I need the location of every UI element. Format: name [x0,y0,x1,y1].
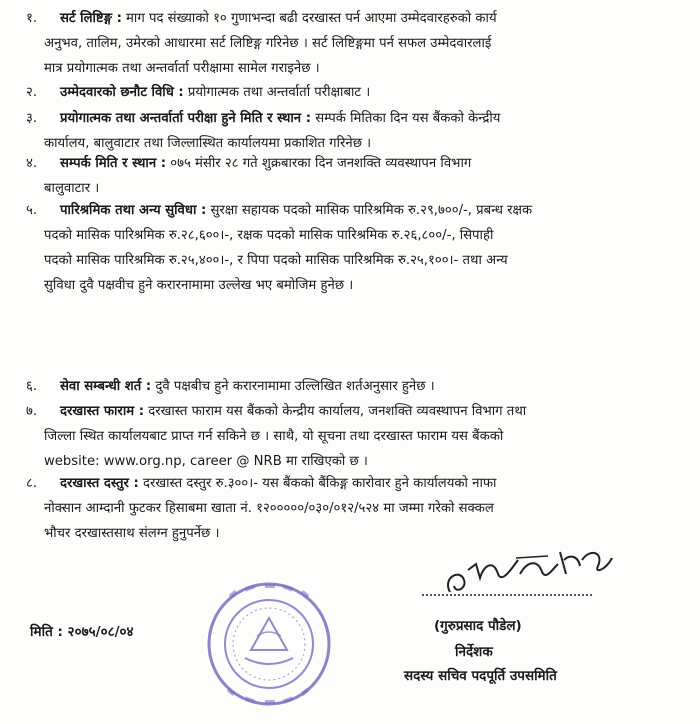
notice-item-7 [14,399,686,474]
item-number: ६. [26,379,38,394]
item-text-line: मात्र प्रयोगात्मक तथा अन्तर्वार्ता परीक्षामा सामेल गराइनेछ । [44,61,320,76]
item-text-line: पदको मासिक पारिश्रमिक रु.२५,४००।-, र पिपा पदको मासिक पारिश्रमिक रु.२५,१००।- तथा अन्य [44,253,508,268]
item-text-line: सुविधा दुवै पक्षवीच हुने करारनामामा उल्लेख भए बमोजिम हुनेछ । [44,278,354,293]
item-heading: पारिश्रमिक तथा अन्य सुविधा : [60,203,207,218]
item-heading: प्रयोगात्मक तथा अन्तर्वार्ता परीक्षा हुने मिति र स्थान : [60,111,311,126]
signatory-title: निर्देशक [455,644,493,660]
item-text-line: कार्यालय, बालुवाटार तथा जिल्लास्थित कार्यालयमा प्रकाशित गरिनेछ । [44,136,372,151]
item-number: ४. [26,156,38,171]
handwritten-signature [420,530,680,610]
item-text-line: जिल्ला स्थित कार्यालयबाट प्राप्त गर्न सकिने छ । साथै, यो सूचना तथा दरखास्त फाराम यस बैंकको [44,429,504,444]
item-text-line: माग पद संख्याको १० गुणाभन्दा बढी दरखास्त पर्न आएमा उम्मेदवारहरुको कार्य [126,11,497,26]
signature-dotted-line [422,594,592,596]
item-heading: सम्पर्क मिति र स्थान : [60,156,167,171]
official-seal-stamp [205,580,333,708]
item-number: २. [26,85,38,100]
item-heading: दरखास्त फाराम : [60,404,144,419]
item-number: १. [26,11,38,26]
item-heading: उम्मेदवारको छनौट विधि : [60,85,184,100]
notice-item-4 [14,151,686,201]
item-number: ७. [26,404,38,419]
notice-item-5 [14,198,686,298]
item-heading: सर्ट लिष्टिङ्ग : [60,11,122,26]
item-text-line: नोक्सान आम्दानी फुटकर हिसाबमा खाता नं. १२०००००/०३०/०१२/५२४ मा जम्मा गरेको सक्कल [44,501,494,516]
item-heading: दरखास्त दस्तुर : [60,476,139,491]
item-text-line: भौचर दरखास्तसाथ संलग्न हुनुपर्नेछ । [44,526,220,541]
item-number: ५. [26,203,38,218]
notice-item-6 [14,374,686,399]
item-text-line: पदको मासिक पारिश्रमिक रु.२८,६००।-, रक्षक पदको मासिक पारिश्रमिक रु.२६,८००/-, सिपाही [44,228,494,243]
item-heading: सेवा सम्बन्धी शर्त : [60,379,152,394]
notice-date: मिति : २०७५/०८/०४ [30,624,134,640]
notice-item-2 [14,80,686,105]
item-text-line: दुवै पक्षबीच हुने करारनामामा उल्लिखित शर्तअनुसार हुनेछ । [155,379,435,394]
signatory-name: (गुरुप्रसाद पौडेल) [434,618,522,634]
notice-item-3 [14,106,686,156]
item-text-line: अनुभव, तालिम, उमेरको आधारमा सर्ट लिष्टिङ्ग गरिनेछ । सर्ट लिष्टिङ्गमा पर्न सफल उम्मेदवारलाई [44,36,492,51]
item-text-line: ०७५ मंसीर २८ गते शुक्रबारका दिन जनशक्ति व्यवस्थापन विभाग [170,156,472,171]
item-text-line: दरखास्त दस्तुर रु.३००।- यस बैंकको बैंकिङ्ग कारोवार हुने कार्यालयको नाफा [142,476,497,491]
item-text-line: सम्पर्क मितिका दिन यस बैंकको केन्द्रीय [315,111,501,126]
item-text-line: बालुवाटार । [44,181,100,196]
item-number: ३. [26,111,38,126]
notice-item-1 [14,6,686,81]
item-text-line: सुरक्षा सहायक पदको मासिक पारिश्रमिक रु.२९,७००/-, प्रबन्ध रक्षक [210,203,533,218]
item-text-line: website: www.org.np, career @ NRB मा राखिएको छ । [44,454,368,469]
item-text-line: दरखास्त फाराम यस बैंकको केन्द्रीय कार्यालय, जनशक्ति व्यवस्थापन विभाग तथा [148,404,527,419]
signatory-role: सदस्य सचिव पदपूर्ति उपसमिति [404,668,557,684]
item-number: ८. [26,476,38,491]
item-text-line: प्रयोगात्मक तथा अन्तर्वार्ता परीक्षाबाट । [187,85,371,100]
